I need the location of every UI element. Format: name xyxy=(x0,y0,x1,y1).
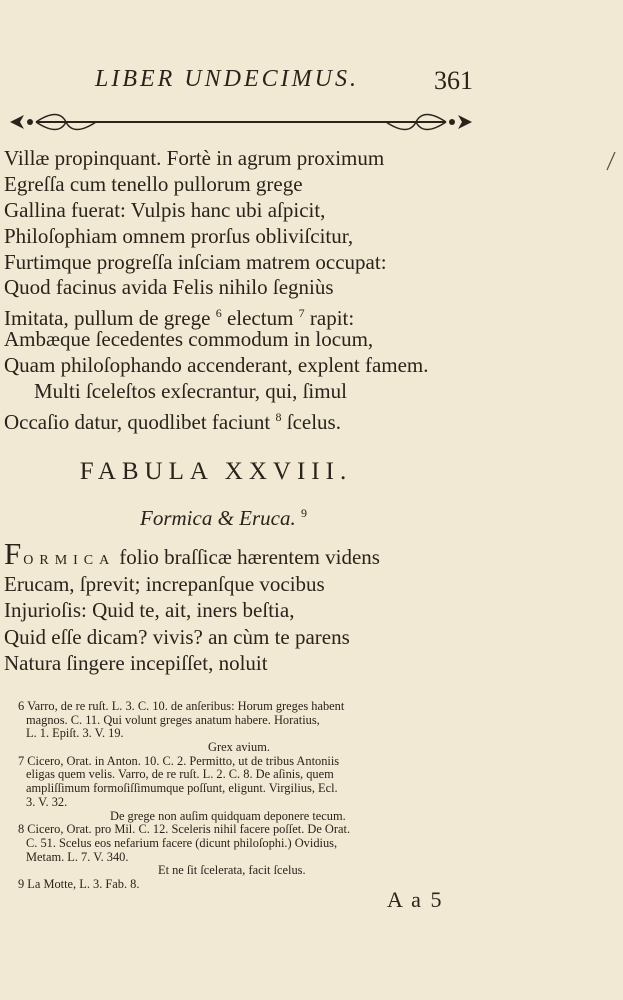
footnote-ref: 8 xyxy=(275,409,282,424)
page-number: 361 xyxy=(434,66,473,95)
verse-line: Natura ſingere incepiſſet, noluit xyxy=(4,651,268,675)
footnote-quote: Et ne ſit ſcelerata, facit ſcelus. xyxy=(158,863,306,878)
footnote-line: 3. V. 32. xyxy=(26,794,68,809)
footnote-line: C. 51. Scelus eos nefarium facere (dicunt philoſophi.) Ovidius, xyxy=(26,835,338,850)
verse-text: rapit: xyxy=(304,306,355,331)
verse-text: ſcelus. xyxy=(281,409,341,434)
verse-line: Furtimque progreſſa inſciam matrem occupat: xyxy=(4,249,387,274)
verse-line: Injurioſis: Quid te, ait, iners beſtia, xyxy=(4,598,295,622)
footnote-quote: Grex avium. xyxy=(208,740,270,755)
footnote-line: 9 La Motte, L. 3. Fab. 8. xyxy=(18,876,140,891)
verse-line: Erucam, ſprevit; increpanſque vocibus xyxy=(4,571,325,596)
margin-mark xyxy=(605,150,617,172)
verse-line: Quid eſſe dicam? vivis? an cùm te parens xyxy=(4,624,350,649)
verse-text: electum xyxy=(221,306,299,331)
footnote-line: eligas quem velis. Varro, de re ruſt. L. 2. C. 8. De aſinis, quem xyxy=(26,767,334,782)
footnotes xyxy=(18,700,488,892)
verse-line xyxy=(4,536,564,571)
footnote-ref: 6 xyxy=(215,306,222,321)
verse-line xyxy=(4,405,564,434)
ornamental-rule xyxy=(6,109,476,135)
verse-line: Philoſophiam omnem prorſus obliviſcitur, xyxy=(4,223,354,248)
fable-subtitle-text: Formica & Eruca. xyxy=(140,506,296,530)
running-title: LIBER UNDECIMUS. xyxy=(95,66,359,92)
verse-block-1 xyxy=(4,146,564,434)
fable-subtitle xyxy=(140,506,307,531)
footnote-line: 8 Cicero, Orat. pro Mil. C. 12. Sceleris nihil facere poſſet. De Orat. xyxy=(18,822,351,837)
footnote-line: 6 Varro, de re ruſt. L. 3. C. 10. de anſeribus: Horum greges habent xyxy=(18,699,345,713)
verse-line: Gallina fuerat: Vulpis hanc ubi aſpicit, xyxy=(4,197,326,222)
drop-cap: F xyxy=(4,536,22,571)
footnote-ref: 9 xyxy=(300,506,307,520)
fable-title: FABULA XXVIII. xyxy=(79,458,353,485)
verse-line: Egreſſa cum tenello pullorum grege xyxy=(4,171,303,196)
small-caps: ORMICA xyxy=(23,553,116,568)
footnote-line: 7 Cicero, Orat. in Anton. 10. C. 2. Permitto, ut de tribus Antoniis xyxy=(18,753,340,768)
footnote-line: magnos. C. 11. Qui volunt greges anatum habere. Horatius, xyxy=(26,712,320,727)
verse-text: Occaſio datur, quodlibet faciunt xyxy=(4,409,271,434)
footnote-line: ampliſſimum formoſiſſimumque poſſunt, eligunt. Virgilius, Ecl. xyxy=(26,781,338,796)
verse-line: Villæ propinquant. Fortè in agrum proximum xyxy=(4,146,385,170)
running-head xyxy=(0,66,623,100)
verse-line: Multi ſceleſtos exſecrantur, qui, ſimul xyxy=(34,379,347,404)
verse-line: Quod facinus avida Felis nihilo ſegniùs xyxy=(4,275,334,300)
footnote-line: L. 1. Epiſt. 3. V. 19. xyxy=(26,726,124,741)
verse-text: Imitata, pullum de grege xyxy=(4,306,211,331)
verse-line: Ambæque ſecedentes commodum in locum, xyxy=(4,327,374,352)
verse-block-2 xyxy=(4,536,564,677)
signature-mark: A a 5 xyxy=(387,887,444,912)
verse-line xyxy=(4,301,564,331)
footnote-line: Metam. L. 7. V. 340. xyxy=(26,849,129,864)
verse-line: Quam philoſophando accenderant, explent famem. xyxy=(4,353,429,378)
footnote-quote: De grege non auſim quidquam deponere tecum. xyxy=(110,808,346,823)
verse-text: folio braſſicæ hærentem videns xyxy=(119,545,380,569)
footnote-ref: 7 xyxy=(298,306,305,321)
